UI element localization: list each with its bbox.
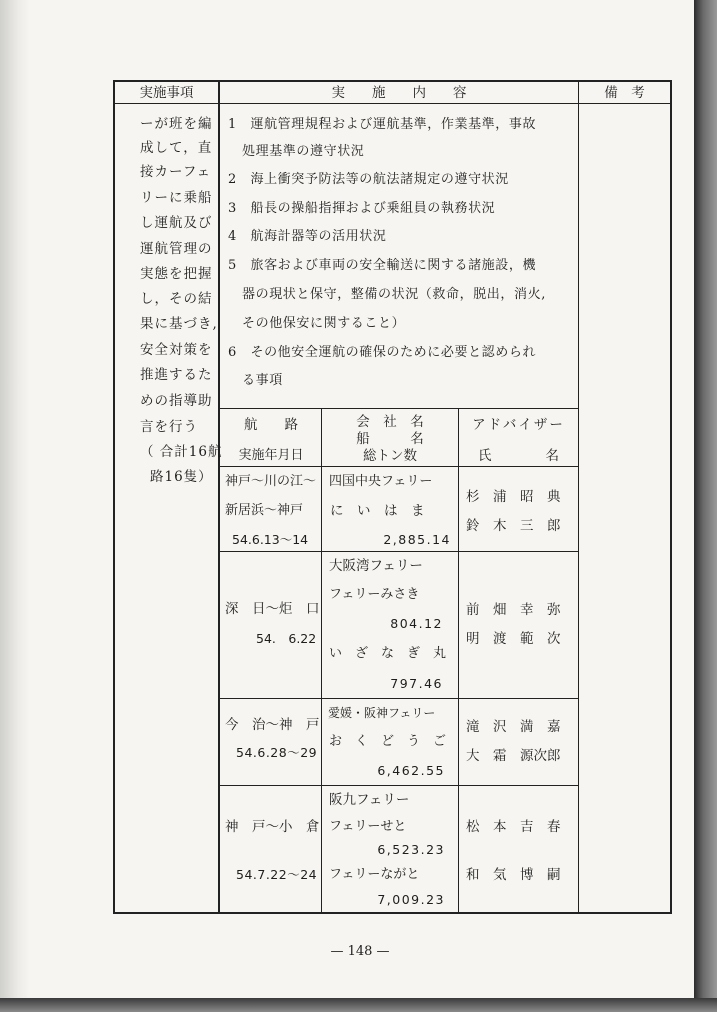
tonnage-cell: 2,885.14 xyxy=(383,532,451,547)
sub-col-divider xyxy=(458,408,459,913)
route-cell: 深 日〜炬 口 xyxy=(225,601,320,617)
advisor-cell: 杉 浦 昭 典 xyxy=(466,489,561,505)
sub-header-name: 氏 名 xyxy=(478,448,559,464)
sub-header-ship: 船 名 xyxy=(356,431,424,447)
sub-header-tonnage: 総トン数 xyxy=(363,448,417,464)
route-cell: 神戸〜川の江〜 xyxy=(225,474,317,489)
ship-cell: い ざ な ぎ 丸 xyxy=(329,646,447,661)
item-line: 運航管理の xyxy=(140,241,213,257)
sub-header-advisor: アドバイザー xyxy=(472,417,565,433)
item-line: 安全対策を xyxy=(140,342,213,358)
item-line: リーに乗船 xyxy=(140,190,213,206)
tonnage-cell: 797.46 xyxy=(390,676,443,691)
company-cell: 四国中央フェリー xyxy=(329,474,433,489)
sub-header-route: 航 路 xyxy=(244,417,298,433)
sub-row-divider xyxy=(219,551,578,552)
content-line: その他保安に関すること） xyxy=(242,316,406,331)
route-cell: 新居浜〜神戸 xyxy=(225,503,304,518)
tonnage-cell: 804.12 xyxy=(390,616,443,631)
sub-header-company: 会 社 名 xyxy=(356,414,424,430)
advisor-cell: 大 霜 源次郎 xyxy=(466,748,561,764)
item-line: 果に基づき, xyxy=(140,316,218,332)
date-cell: 54.7.22〜24 xyxy=(236,867,318,882)
content-line: 2 海上衝突予防法等の航法諸規定の遵守状況 xyxy=(228,172,509,187)
header-implementation-content: 実 施 内 容 xyxy=(331,85,467,101)
table-border-right xyxy=(670,80,672,914)
content-line: 処理基準の遵守状況 xyxy=(242,144,365,159)
content-line: 4 航海計器等の活用状況 xyxy=(228,229,387,244)
item-line: 成して，直 xyxy=(140,140,213,156)
tonnage-cell: 6,523.23 xyxy=(377,842,445,857)
table-border-top xyxy=(113,80,672,82)
ship-cell: フェリーながと xyxy=(329,867,420,882)
date-cell: 54.6.13〜14 xyxy=(232,532,309,547)
sub-table-header-rule xyxy=(219,466,578,467)
advisor-cell: 和 気 博 嗣 xyxy=(466,867,561,883)
item-line: 実態を把握 xyxy=(140,266,213,282)
content-line: 1 運航管理規程および運航基準，作業基準，事故 xyxy=(228,117,537,132)
item-line: めの指導助 xyxy=(140,393,213,409)
table-header-rule xyxy=(113,103,672,104)
company-cell: 大阪湾フェリー xyxy=(329,558,423,574)
date-cell: 54. 6.22 xyxy=(256,631,317,646)
item-line: 言を行う xyxy=(140,419,198,435)
header-remarks: 備 考 xyxy=(604,85,645,101)
company-cell: 阪九フェリー xyxy=(329,792,410,808)
item-line: 接カーフェ xyxy=(140,164,212,180)
ship-cell: お く ど う ご xyxy=(329,734,447,749)
item-line: し運航及び xyxy=(140,215,213,231)
date-cell: 54.6.28〜29 xyxy=(236,745,318,760)
sub-row-divider xyxy=(219,698,578,699)
sub-col-divider xyxy=(321,408,322,913)
tonnage-cell: 7,009.23 xyxy=(377,892,445,907)
content-line: る事項 xyxy=(242,373,283,388)
col2-divider xyxy=(578,80,579,914)
route-cell: 今 治〜神 戸 xyxy=(225,717,320,733)
advisor-cell: 滝 沢 満 嘉 xyxy=(466,719,561,735)
item-line: （ 合計16航 xyxy=(140,444,223,460)
table-border-left xyxy=(113,80,115,914)
advisor-cell: 松 本 吉 春 xyxy=(466,819,561,835)
advisor-cell: 前 畑 幸 弥 xyxy=(466,602,561,618)
sub-header-date: 実施年月日 xyxy=(238,448,304,463)
content-line: 器の現状と保守，整備の状況（救命，脱出，消火, xyxy=(242,287,546,302)
ship-cell: に い は ま xyxy=(330,503,425,519)
col1-divider xyxy=(218,80,220,914)
route-cell: 神 戸〜小 倉 xyxy=(225,819,320,835)
advisor-cell: 明 渡 範 次 xyxy=(466,631,561,647)
sub-table-top xyxy=(219,408,578,409)
page-number: — 148 — xyxy=(330,944,390,959)
item-line: 路16隻） xyxy=(150,469,213,485)
item-line: 推進するた xyxy=(140,367,213,383)
tonnage-cell: 6,462.55 xyxy=(377,763,445,778)
company-cell: 愛媛・阪神フェリー xyxy=(328,706,436,720)
ship-cell: フェリーみさき xyxy=(329,587,420,602)
advisor-cell: 鈴 木 三 郎 xyxy=(466,518,561,534)
item-line: ーが班を編 xyxy=(140,116,213,132)
item-line: し，その結 xyxy=(140,291,213,307)
content-line: 6 その他安全運航の確保のために必要と認められ xyxy=(228,345,537,360)
content-line: 3 船長の操船指揮および乗組員の執務状況 xyxy=(228,201,496,216)
ship-cell: フェリーせと xyxy=(329,819,407,834)
header-implementation-item: 実施事項 xyxy=(139,85,194,101)
table-border-bottom xyxy=(113,912,672,914)
content-line: 5 旅客および車両の安全輸送に関する諸施設，機 xyxy=(228,258,537,273)
sub-row-divider xyxy=(219,785,578,786)
